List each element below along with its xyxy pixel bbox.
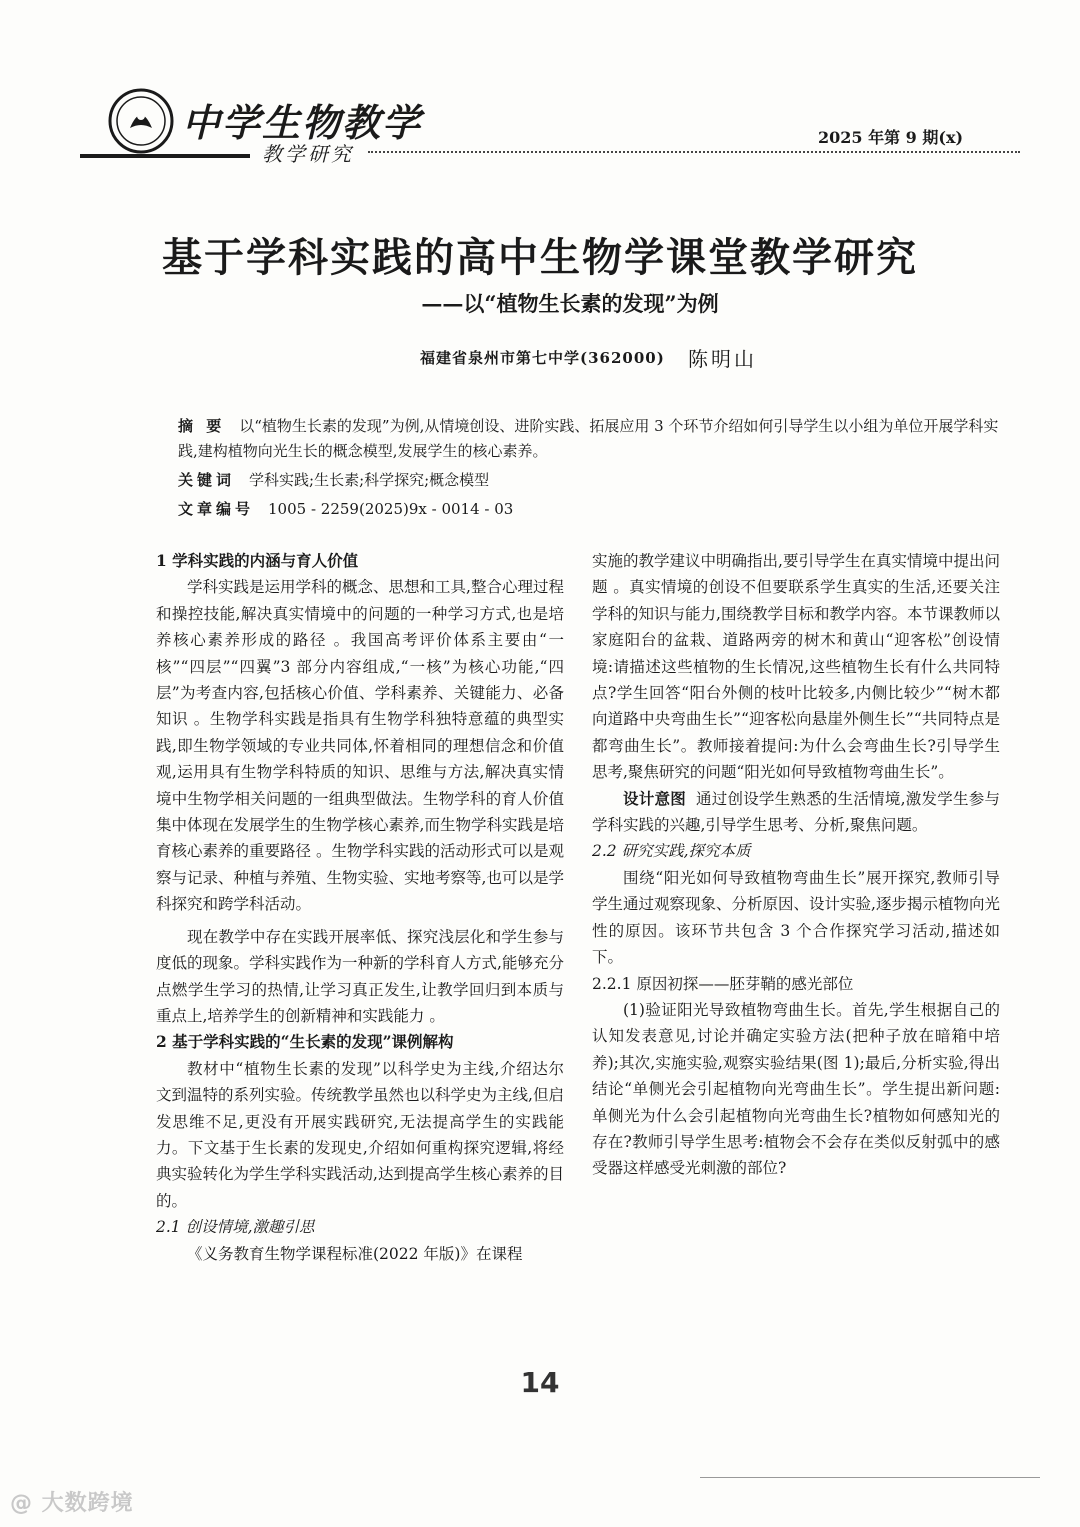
paragraph: 围绕“阳光如何导致植物弯曲生长”展开探究,教师引导学生通过观察现象、分析原因、设计实验,逐步揭示植物向光性的原因。该环节共包含 3 个合作探究学习活动,描述如下。 bbox=[592, 868, 1000, 967]
paragraph: 教材中“植物生长素的发现”以科学史为主线,介绍达尔文到温特的系列实验。传统教学虽然也以科学史为主线,但启发思维不足,更没有开展实践研究,无法提高学生的实践能力。下文基于生长素的发现史,介绍如何重构探究逻辑,将经典实验转化为学生学科实践活动,达到提高学生核心素养的目的。 bbox=[156, 1059, 564, 1210]
abstract-label: 摘 要 bbox=[178, 417, 226, 435]
abstract bbox=[178, 414, 1000, 464]
keywords-label: 关键词 bbox=[178, 471, 236, 489]
journal-name: 中学生物教学 bbox=[182, 100, 423, 145]
article-number bbox=[178, 497, 1000, 522]
header-rule-solid bbox=[80, 154, 250, 158]
section-heading-2: 2 基于学科实践的“生长素的发现”课例解构 bbox=[156, 1032, 454, 1052]
abstract-text: 以“植物生长素的发现”为例,从情境创设、进阶实践、拓展应用 3 个环节介绍如何引导学生以小组为单位开展学科实践,建构植物向光生长的概念模型,发展学生的核心素养。 bbox=[178, 417, 999, 460]
design-intent-text: 通过创设学生熟悉的生活情境,激发学生参与学科实践的兴趣,引导学生思考、分析,聚焦问题。 bbox=[592, 789, 1000, 835]
article-number-text: 1005 - 2259(2025)9x - 0014 - 03 bbox=[268, 500, 514, 518]
header-rule-dotted bbox=[368, 151, 1020, 153]
issue-label: 2025 年第 9 期(x) bbox=[818, 128, 964, 147]
keywords bbox=[178, 468, 1000, 493]
design-intent bbox=[592, 786, 1000, 839]
paragraph: (1)验证阳光导致植物弯曲生长。首先,学生根据自己的认知发表意见,讨论并确定实验方法(把种子放在暗箱中培养);其次,实施实验,观察实验结果(图 1);最后,分析实验,得出结论“单侧光会引起植物向光弯曲生长”。学生提出新问题:单侧光为什么会引起植物向光弯曲生长?植物如何感知光的存在?教师引导学生思考:植物会不会存在类似反射弧中的感受器这样感受光刺激的部位? bbox=[592, 1000, 1000, 1178]
author-name: 陈明山 bbox=[688, 347, 757, 371]
page-number: 14 bbox=[520, 1366, 560, 1399]
article-subtitle: ——以“植物生长素的发现”为例 bbox=[421, 291, 719, 316]
subsection-heading-2-2: 2.2 研究实践,探究本质 bbox=[592, 842, 751, 861]
body-column-left bbox=[156, 548, 564, 1267]
subsection-heading-2-1: 2.1 创设情境,激趣引思 bbox=[156, 1218, 315, 1237]
footer-rule bbox=[700, 1477, 1040, 1478]
paragraph: 实施的教学建议中明确指出,要引导学生在真实情境中提出问题 。真实情境的创设不但要联系学生真实的生活,还要关注学科的知识与能力,围绕教学目标和教学内容。本节课教师以家庭阳台的盆栽、道路两旁的树木和黄山“迎客松”创设情境:请描述这些植物的生长情况,这些植物生长有什么共同特点?学生回答“阳台外侧的枝叶比较多,内侧比较少”“树木都向道路中央弯曲生长”“迎客松向悬崖外侧生长”“共同特点是都弯曲生长”。教师接着提问:为什么会弯曲生长?引导学生思考,聚焦研究的问题“阳光如何导致植物弯曲生长”。 bbox=[592, 552, 1000, 782]
keywords-text: 学科实践;生长素;科学探究;概念模型 bbox=[249, 471, 490, 489]
body-column-right bbox=[592, 548, 1000, 1182]
watermark: @ 大数跨境 bbox=[10, 1491, 134, 1516]
author-affiliation: 福建省泉州市第七中学(362000) bbox=[420, 349, 665, 367]
section-heading-1: 1 学科实践的内涵与育人价值 bbox=[156, 551, 359, 570]
paragraph: 现在教学中存在实践开展率低、探究浅层化和学生参与度低的现象。学科实践作为一种新的学科育人方式,能够充分点燃学生学习的热情,让学习真正发生,让教学回归到本质与重点上,培养学生的创新精神和实践能力 。 bbox=[156, 927, 564, 1025]
design-intent-label: 设计意图 bbox=[623, 788, 686, 808]
article-title: 基于学科实践的高中生物学课堂教学研究 bbox=[162, 234, 918, 281]
journal-logo bbox=[108, 88, 174, 154]
section-label: 教学研究 bbox=[262, 142, 354, 166]
subsection-heading-2-2-1: 2.2.1 原因初探——胚芽鞘的感光部位 bbox=[592, 974, 854, 993]
paragraph: 学科实践是运用学科的概念、思想和工具,整合心理过程和操控技能,解决真实情境中的问题的一种学习方式,也是培养核心素养形成的路径 。我国高考评价体系主要由“一核”“四层”“四翼”3 部分内容组成,“一核”为核心功能,“四层”为考查内容,包括核心价值、学科素养、关键能力、必备知识 。生物学科实践是指具有生物学科独特意蕴的典型实践,即生物学领域的专业共同体,怀着相同的理想信念和价值观,运用具有生物学科特质的知识、思维与方法,解决真实情境中生物学相关问题的一组典型做法。生物学科的育人价值集中体现在发展学生的生物学核心素养,而生物学科实践是培育核心素养的重要路径 。生物学科实践的活动形式可以是观察与记录、种植与养殖、生物实验、实地考察等,也可以是学科探究和跨学科活动。 bbox=[156, 578, 564, 914]
article-number-label: 文章编号 bbox=[178, 500, 255, 518]
paragraph: 《义务教育生物学课程标准(2022 年版)》在课程 bbox=[187, 1244, 523, 1263]
